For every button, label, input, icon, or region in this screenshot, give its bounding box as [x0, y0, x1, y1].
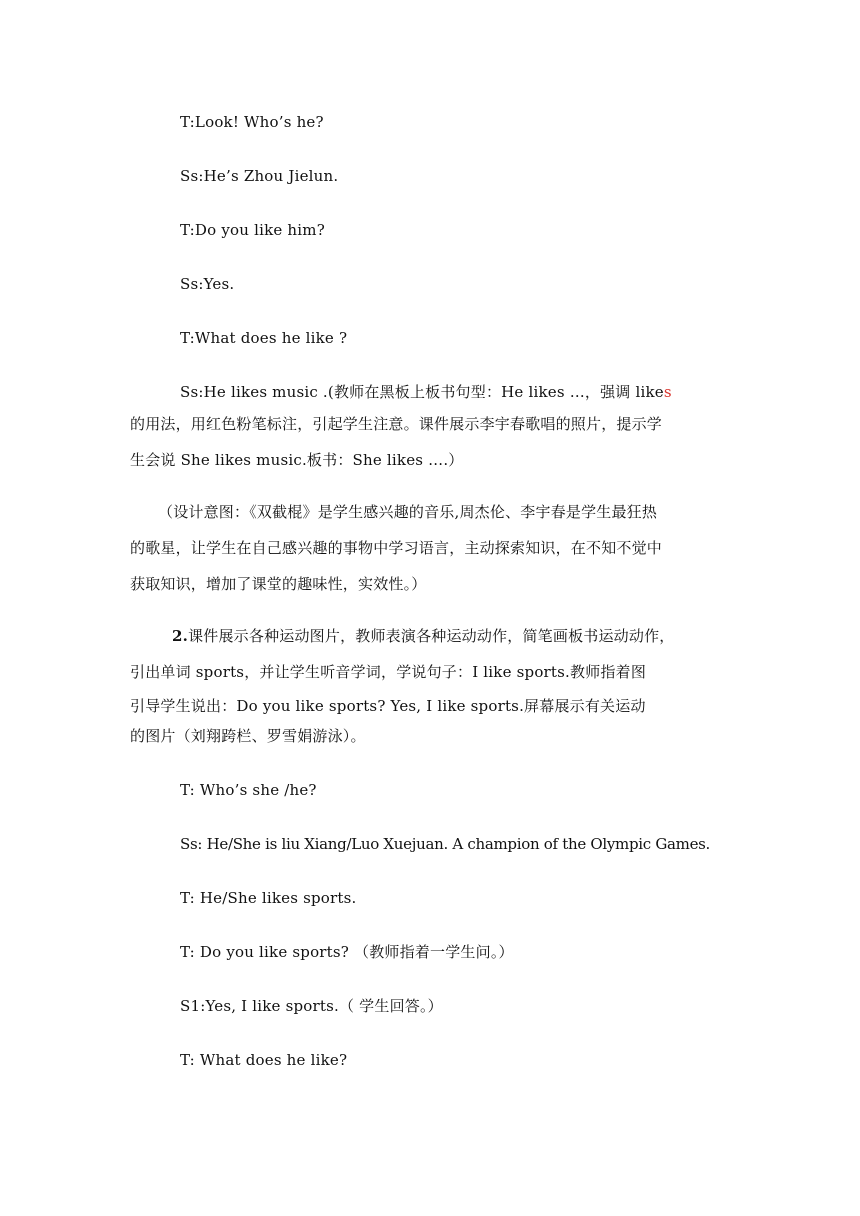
section-number: 2. [172, 627, 189, 645]
paragraph-text: Ss:He likes music .(教师在黑板上板书句型：He likes …，强调 like [180, 383, 664, 401]
dialogue-line: Ss:He’s Zhou Jielun. [180, 167, 339, 185]
paragraph-line [180, 382, 672, 402]
paragraph-line: 的用法，用红色粉笔标注，引起学生注意。课件展示李宇春歌唱的照片，提示学 [130, 415, 663, 433]
dialogue-line: Ss: He/She is liu Xiang/Luo Xuejuan. A champion of the Olympic Games. [180, 835, 711, 853]
dialogue-line: T:Do you like him? [180, 221, 325, 239]
dialogue-line: T: Do you like sports? （教师指着一学生问。） [180, 943, 514, 961]
dialogue-line: T: He/She likes sports. [180, 889, 357, 907]
section-line: 的图片（刘翔跨栏、罗雪娟游泳）。 [130, 727, 366, 745]
dialogue-line: T: Who’s she /he? [180, 781, 317, 799]
design-note-line: 获取知识，增加了课堂的趣味性，实效性。） [130, 575, 427, 593]
section-line: 引导学生说出：Do you like sports? Yes, I like sports.屏幕展示有关运动 [130, 697, 646, 715]
dialogue-line: T: What does he like? [180, 1051, 348, 1069]
dialogue-line: Ss:Yes. [180, 275, 235, 293]
design-note-line: 的歌星，让学生在自己感兴趣的事物中学习语言，主动探索知识，在不知不觉中 [130, 539, 663, 557]
section-line [172, 626, 674, 646]
section-line: 引出单词 sports，并让学生听音学词，学说句子：I like sports.教师指着图 [130, 663, 647, 681]
section-text: 课件展示各种运动图片，教师表演各种运动动作，简笔画板书运动动作， [188, 627, 675, 645]
dialogue-line: T:What does he like ? [180, 329, 348, 347]
paragraph-line: 生会说 She likes music.板书：She likes ….） [130, 451, 464, 469]
dialogue-line: T:Look! Who’s he? [180, 113, 324, 131]
dialogue-line: S1:Yes, I like sports.（ 学生回答。） [180, 997, 443, 1015]
design-note-line: （设计意图：《双截棍》是学生感兴趣的音乐,周杰伦、李宇春是学生最狂热 [158, 503, 658, 521]
highlight-letter: s [663, 383, 672, 401]
